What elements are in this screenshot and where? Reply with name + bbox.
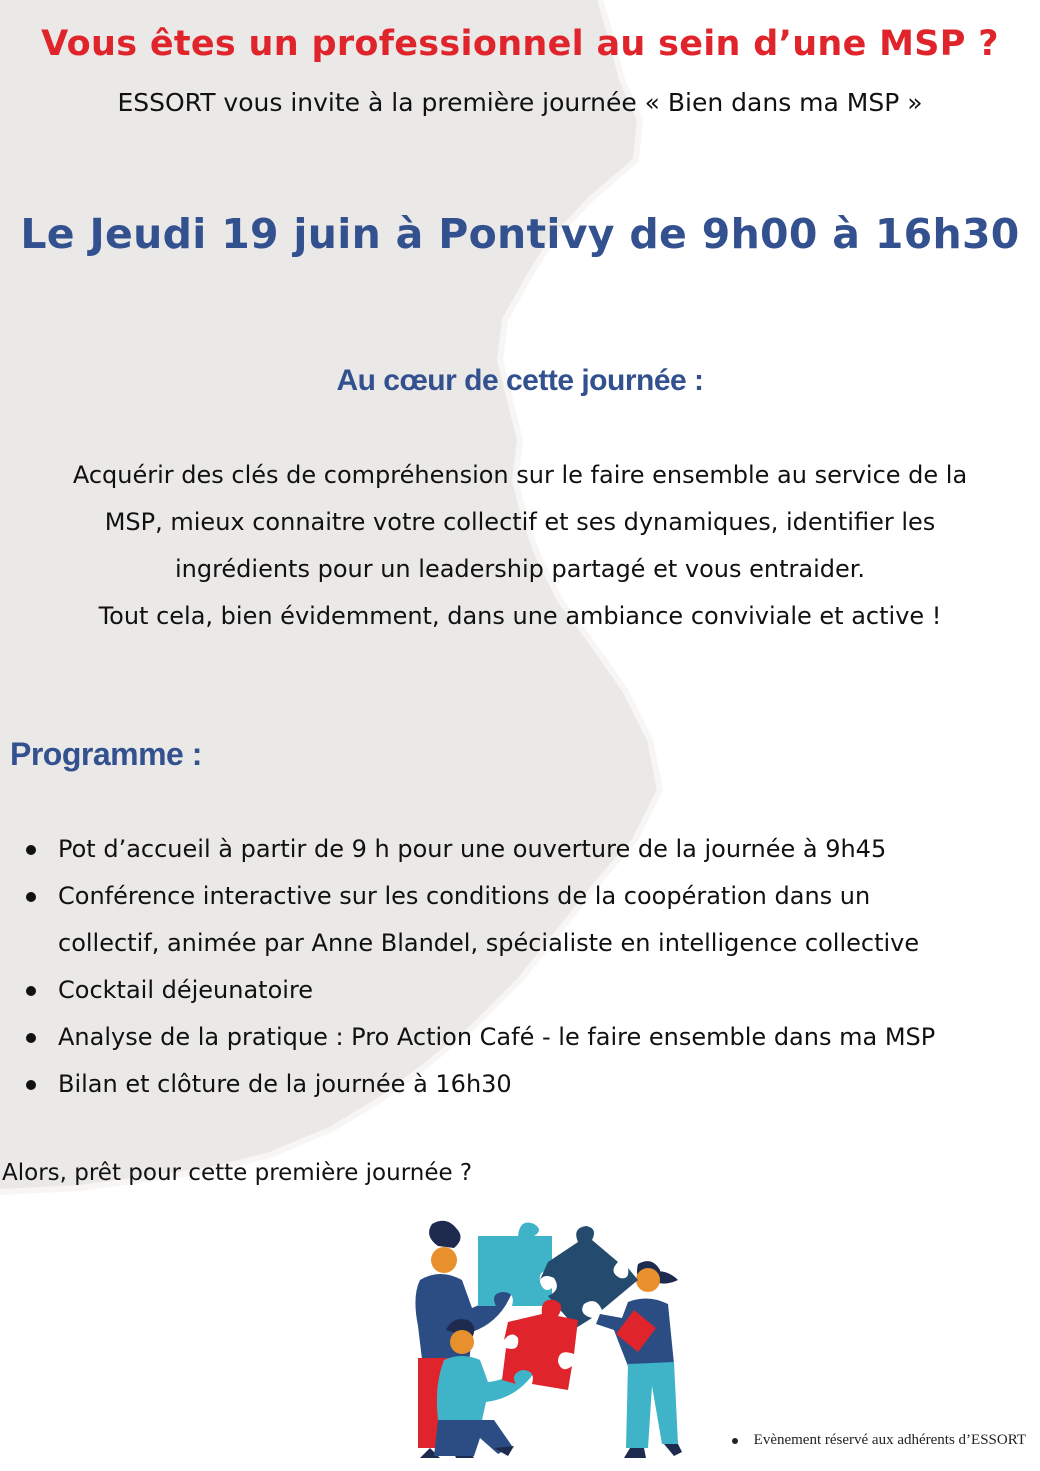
intro-line: Acquérir des clés de compréhension sur le faire ensemble au service de la: [72, 461, 968, 489]
programme-item: [24, 826, 1034, 873]
event-question-title: Vous êtes un professionnel au sein d’une MSP ?: [41, 24, 999, 64]
event-date-location: Le Jeudi 19 juin à Pontivy de 9h00 à 16h30: [20, 210, 1020, 258]
intro-line: Tout cela, bien évidemment, dans une ambiance conviviale et active !: [98, 602, 942, 630]
bullet-icon: [26, 1033, 36, 1043]
programme-item-text: Analyse de la pratique : Pro Action Café - le faire ensemble dans ma MSP: [58, 1023, 936, 1051]
bullet-icon: [732, 1438, 738, 1444]
intro-line: MSP, mieux connaitre votre collectif et ses dynamiques, identifier les: [104, 508, 936, 536]
bullet-icon: [26, 1080, 36, 1090]
programme-item: [24, 967, 1034, 1014]
intro-line: ingrédients pour un leadership partagé et vous entraider.: [174, 555, 866, 583]
bullet-icon: [26, 845, 36, 855]
programme-item: [24, 873, 1034, 967]
puzzle-piece-cyan-icon: [478, 1223, 552, 1307]
intro-heading: Au cœur de cette journée :: [336, 364, 704, 397]
intro-paragraph: [20, 452, 1020, 640]
programme-item-text: collectif, animée par Anne Blandel, spécialiste en intelligence collective: [58, 929, 920, 957]
footnote: [732, 1432, 1026, 1449]
programme-item: [24, 1014, 1034, 1061]
programme-item-text: Cocktail déjeunatoire: [58, 976, 314, 1004]
programme-heading: Programme :: [10, 736, 202, 772]
bullet-icon: [26, 892, 36, 902]
closing-question: Alors, prêt pour cette première journée ?: [2, 1160, 473, 1186]
programme-item-text: Pot d’accueil à partir de 9 h pour une ouverture de la journée à 9h45: [58, 835, 887, 863]
programme-item: [24, 1061, 1034, 1108]
programme-item-text: Conférence interactive sur les conditions de la coopération dans un: [58, 882, 871, 910]
bullet-icon: [26, 986, 36, 996]
programme-item-text: Bilan et clôture de la journée à 16h30: [58, 1070, 512, 1098]
event-invitation: ESSORT vous invite à la première journée « Bien dans ma MSP »: [117, 88, 923, 117]
puzzle-teamwork-illustration: [390, 1218, 700, 1463]
programme-list: [24, 826, 1034, 1108]
footnote-text: Evènement réservé aux adhérents d’ESSORT: [753, 1432, 1026, 1448]
